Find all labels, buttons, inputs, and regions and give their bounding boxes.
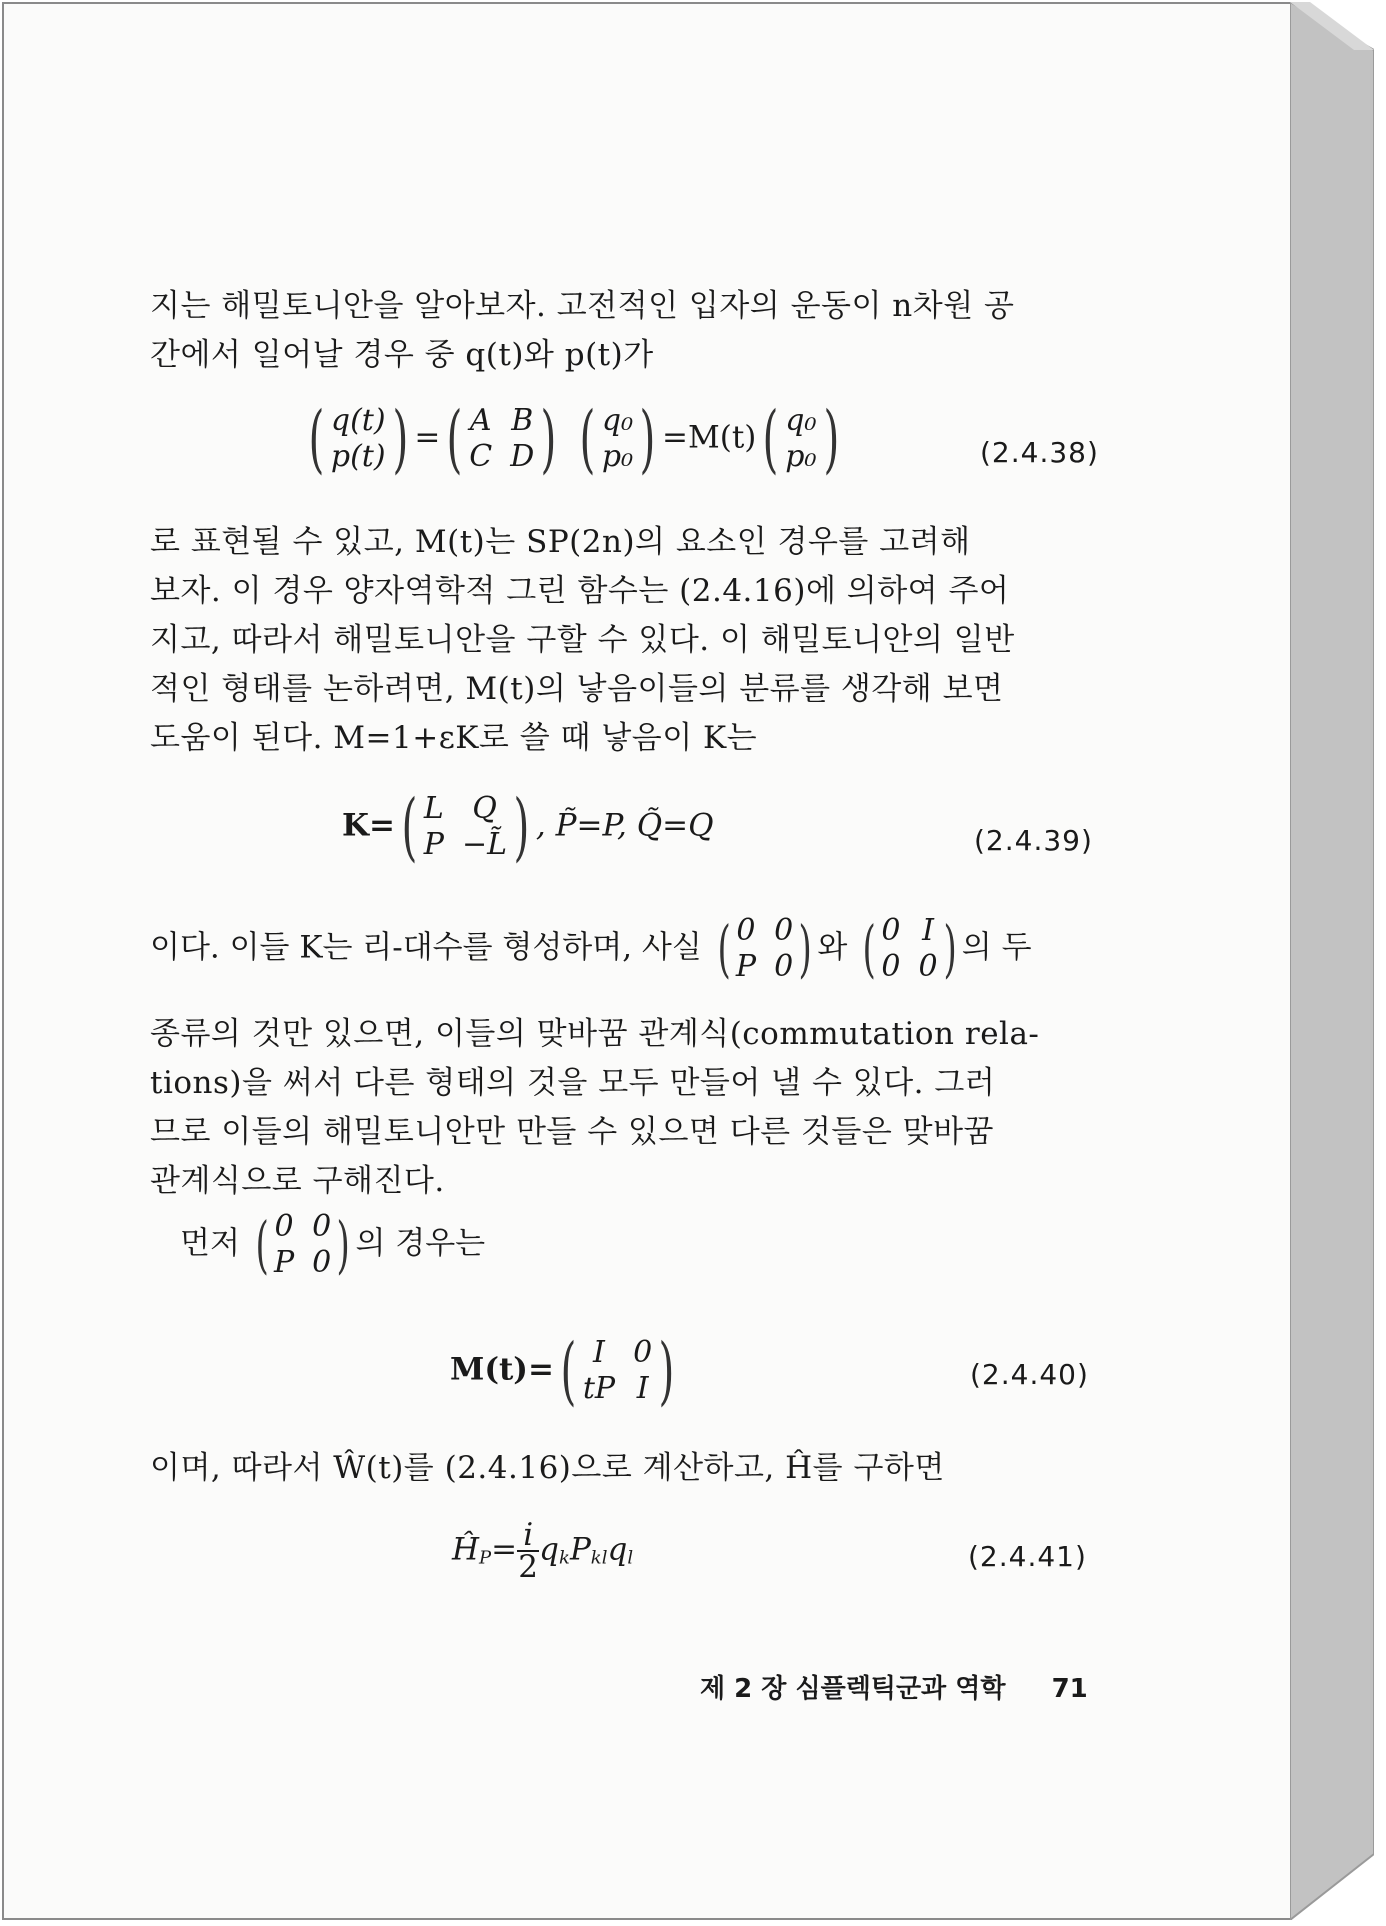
evolution-matrix: ( I 0 tP I ) xyxy=(560,1328,675,1414)
matrix-cell: q₀ xyxy=(785,403,817,438)
text-line: 간에서 일어날 경우 중 q(t)와 p(t)가 xyxy=(150,337,654,373)
matrix-cell: L xyxy=(423,791,444,826)
fraction-numerator: i xyxy=(523,1517,534,1553)
matrix-cell: 0 xyxy=(774,913,794,948)
matrix-cell: 0 xyxy=(736,913,756,948)
paragraph-3 xyxy=(150,914,1032,984)
paragraph-5 xyxy=(180,1210,485,1280)
evolution-operator: =M(t) xyxy=(662,419,757,456)
inline-matrix: ( 0 0 P 0 ) xyxy=(717,912,812,985)
inline-matrix: ( 0 I 0 0 ) xyxy=(862,912,957,985)
equals-sign: = xyxy=(491,1531,518,1568)
matrix-cell: A xyxy=(469,403,492,438)
text-line: 이며, 따라서 Ŵ(t)를 (2.4.16)으로 계산하고, Ĥ를 구하면 xyxy=(150,1450,945,1486)
fraction xyxy=(517,1517,539,1585)
matrix-cell: p₀ xyxy=(785,439,817,474)
equation-number: (2.4.38) xyxy=(980,436,1099,469)
operator-lhs: M(t)= xyxy=(450,1351,554,1388)
inline-matrix: ( 0 0 P 0 ) xyxy=(255,1208,351,1281)
text-line: 적인 형태를 논하려면, M(t)의 낳음이들의 분류를 생각해 보면 xyxy=(150,671,1004,707)
equation-2-4-40 xyxy=(450,1328,681,1414)
text-line: 종류의 것만 있으면, 이들의 맞바꿈 관계식(commutation rela- xyxy=(150,1016,1040,1052)
chapter-title: 제 2 장 심플렉틱군과 역학 xyxy=(700,1674,1006,1704)
matrix-cell: −L̃ xyxy=(461,827,508,862)
text-run: 이다. 이들 K는 리-대수를 형성하며, 사실 xyxy=(150,929,702,966)
matrix-cell: 0 xyxy=(918,949,938,984)
text-line: 관계식으로 구해진다. xyxy=(150,1163,445,1199)
hamiltonian-symbol: Ĥ xyxy=(452,1531,480,1568)
matrix-cell: I xyxy=(636,1371,649,1406)
subscript: P xyxy=(479,1547,492,1569)
block-matrix: ( A B C D ) xyxy=(446,396,557,482)
text-line: 지고, 따라서 해밀토니안을 구할 수 있다. 이 해밀토니안의 일반 xyxy=(150,622,1015,658)
text-line: 지는 해밀토니안을 알아보자. 고전적인 입자의 운동이 n차원 공 xyxy=(150,288,1015,324)
fraction-denominator: 2 xyxy=(518,1549,539,1585)
matrix-cell: Q xyxy=(472,791,497,826)
generator-matrix: ( L Q P −L̃ ) xyxy=(401,784,530,870)
matrix-cell: P xyxy=(735,949,757,984)
equation-2-4-41: $Ĥ_P=$ $\frac{i}{2}$ $q_kP_{kl}q_l$ xyxy=(452,1517,634,1585)
text-line: 보자. 이 경우 양자역학적 그린 함수는 (2.4.16)에 의하여 주어 xyxy=(150,573,1010,609)
text-line: 므로 이들의 해밀토니안만 만들 수 있으면 다른 것들은 맞바꿈 xyxy=(150,1114,994,1150)
matrix-cell: 0 xyxy=(881,949,901,984)
text-line: 로 표현될 수 있고, M(t)는 SP(2n)의 요소인 경우를 고려해 xyxy=(150,524,971,560)
matrix-cell: P xyxy=(273,1245,295,1280)
matrix-cell: P xyxy=(423,827,444,862)
matrix-cell: tP xyxy=(582,1371,616,1406)
text-line: 도움이 된다. M=1+εK로 쓸 때 낳음이 K는 xyxy=(150,720,758,756)
paragraph-1 xyxy=(150,282,1098,380)
matrix-cell: 0 xyxy=(881,913,901,948)
state-vector: ( q(t) p(t) ) xyxy=(308,396,408,482)
matrix-cell: 0 xyxy=(312,1209,332,1244)
condition-text: , P̃=P, Q̃=Q xyxy=(535,807,714,844)
matrix-cell: I xyxy=(593,1335,605,1370)
equation-2-4-39 xyxy=(342,784,714,870)
matrix-cell: 0 xyxy=(774,949,794,984)
page-footer xyxy=(700,1668,1088,1705)
text-run: 의 경우는 xyxy=(355,1225,486,1262)
text-run: 의 두 xyxy=(961,929,1032,966)
initial-vector-2: ( q₀ p₀ ) xyxy=(762,396,839,482)
initial-vector: ( q₀ p₀ ) xyxy=(579,396,656,482)
matrix-cell: p(t) xyxy=(330,439,386,474)
matrix-cell: D xyxy=(510,439,535,474)
book-spine xyxy=(1290,2,1374,1920)
page-number: 71 xyxy=(1051,1674,1088,1704)
k-symbol: K= xyxy=(342,807,395,844)
equation-2-4-38: ( q(t) p(t) ) = ( A B C D ) ( q₀ p₀ ) =M(t) ( q₀ p₀ ) xyxy=(302,402,845,476)
equation-number: (2.4.41) xyxy=(968,1540,1087,1573)
text-line: tions)을 써서 다른 형태의 것을 모두 만들어 낼 수 있다. 그러 xyxy=(150,1065,996,1101)
matrix-cell: 0 xyxy=(274,1209,294,1244)
paragraph-4 xyxy=(150,1010,1098,1206)
quadratic-form: q xyxy=(539,1531,560,1568)
matrix-cell: B xyxy=(511,403,534,438)
equation-number: (2.4.39) xyxy=(974,824,1093,857)
matrix-cell: 0 xyxy=(312,1245,332,1280)
text-run: 와 xyxy=(817,929,848,966)
equation-number: (2.4.40) xyxy=(970,1358,1089,1391)
matrix-cell: q₀ xyxy=(601,403,634,438)
matrix-cell: p₀ xyxy=(601,439,634,474)
text-run: 먼저 xyxy=(180,1225,240,1262)
matrix-cell: q(t) xyxy=(330,403,386,438)
paragraph-6 xyxy=(150,1444,1098,1493)
matrix-cell: C xyxy=(469,439,493,474)
paragraph-2 xyxy=(150,518,1098,763)
matrix-cell: 0 xyxy=(633,1335,653,1370)
matrix-cell: I xyxy=(922,913,934,948)
